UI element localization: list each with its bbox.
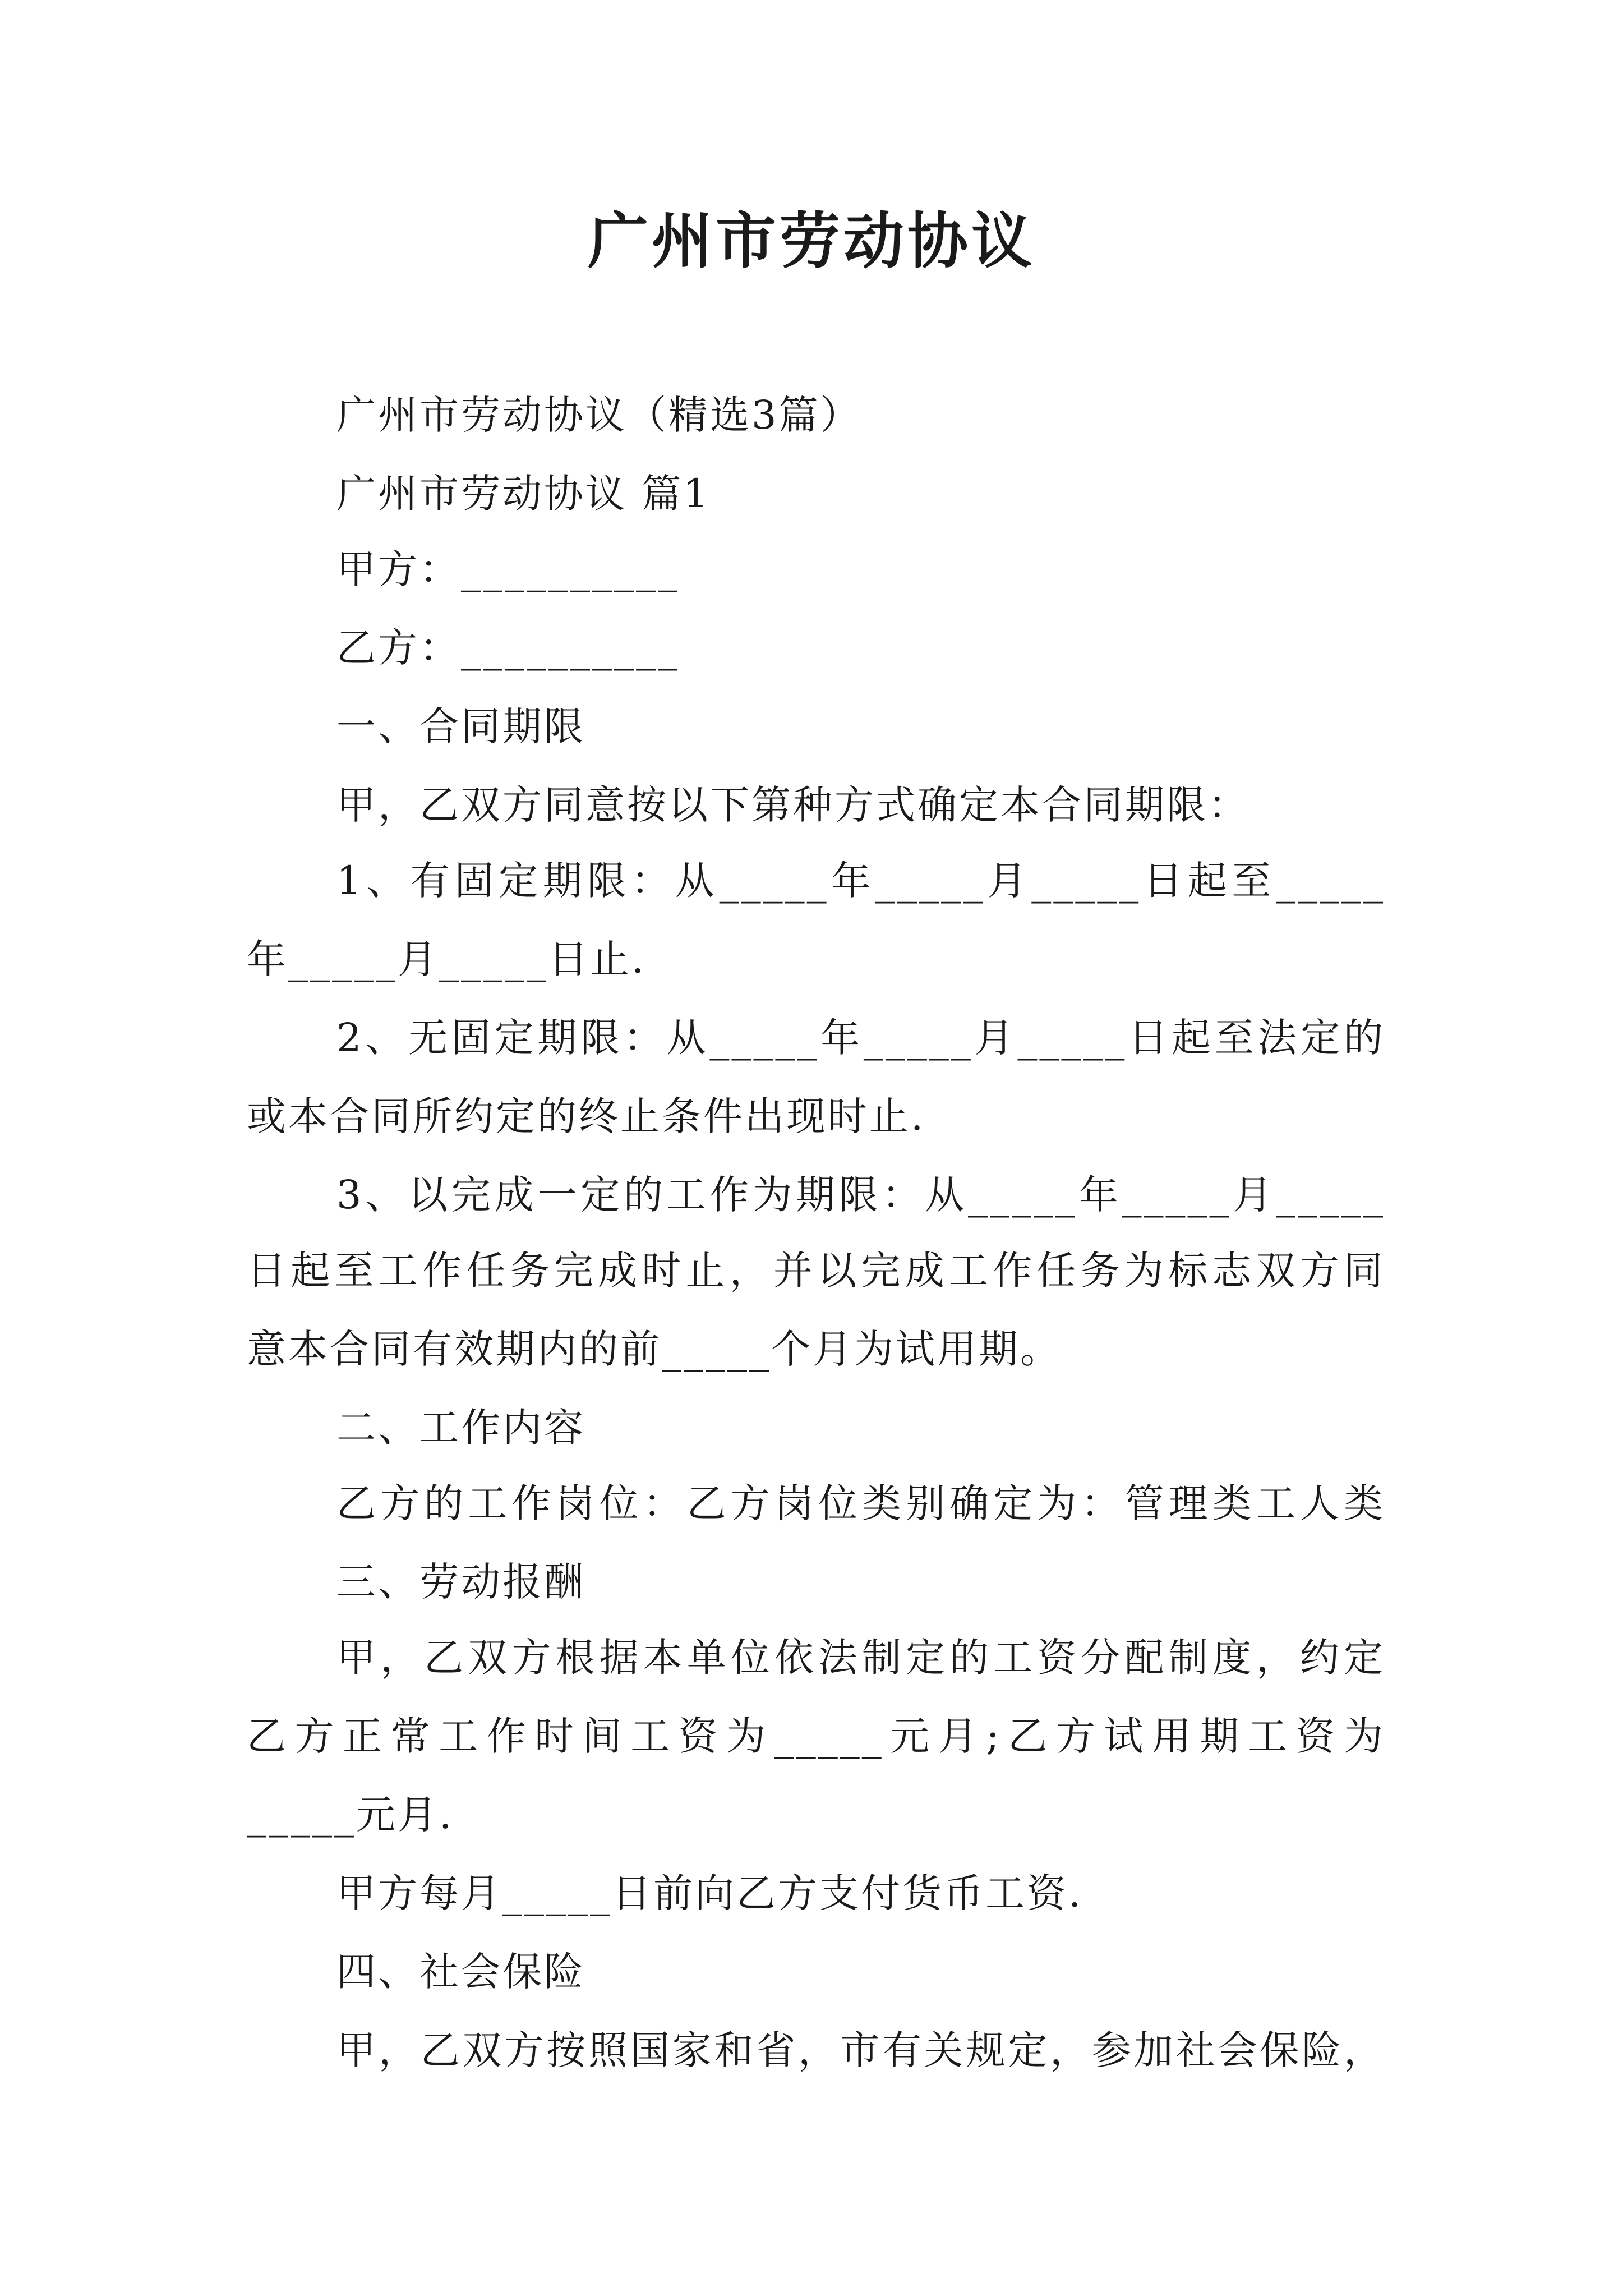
- paragraph-line: 甲，乙双方根据本单位依法制定的工资分配制度，约定: [336, 1635, 1385, 1681]
- paragraph-line: 乙方的工作岗位：乙方岗位类别确定为：管理类工人类: [336, 1480, 1385, 1526]
- paragraph-line: 1、有固定期限：从_____年_____月_____日起至_____: [336, 858, 1385, 904]
- paragraph-line: _____元月.: [247, 1792, 454, 1838]
- section-heading-line: 广州市劳动协议 篇1: [336, 471, 711, 517]
- clause-heading-work: 二、工作内容: [336, 1405, 585, 1451]
- paragraph-line: 甲，乙双方按照国家和省，市有关规定，参加社会保险，: [336, 2027, 1385, 2073]
- paragraph-line: 甲方每月_____日前向乙方支付货币工资.: [336, 1870, 1083, 1916]
- paragraph-line: 3、以完成一定的工作为期限：从_____年_____月_____: [336, 1172, 1385, 1218]
- clause-heading-term: 一、合同期限: [336, 703, 585, 749]
- document-title: 广州市劳动协议: [587, 206, 1035, 277]
- party-a-line: 甲方：__________: [336, 546, 680, 592]
- clause-heading-insurance: 四、社会保险: [336, 1949, 585, 1995]
- paragraph-line: 甲，乙双方同意按以下第种方式确定本合同期限：: [336, 782, 1249, 828]
- clause-heading-pay: 三、劳动报酬: [336, 1559, 585, 1605]
- paragraph-line: 年_____月_____日止.: [247, 936, 647, 982]
- paragraph-line: 或本合同所约定的终止条件出现时止.: [247, 1093, 926, 1139]
- paragraph-line: 日起至工作任务完成时止，并以完成工作任务为标志双方同: [247, 1248, 1385, 1294]
- paragraph-line: 意本合同有效期内的前_____个月为试用期。: [247, 1326, 1062, 1372]
- subtitle-line: 广州市劳动协议（精选3篇）: [336, 392, 862, 438]
- paragraph-line: 2、无固定期限：从_____年_____月_____日起至法定的: [336, 1015, 1385, 1061]
- paragraph-line: 乙方正常工作时间工资为_____元月;乙方试用期工资为: [247, 1713, 1385, 1759]
- party-b-line: 乙方：__________: [336, 625, 680, 671]
